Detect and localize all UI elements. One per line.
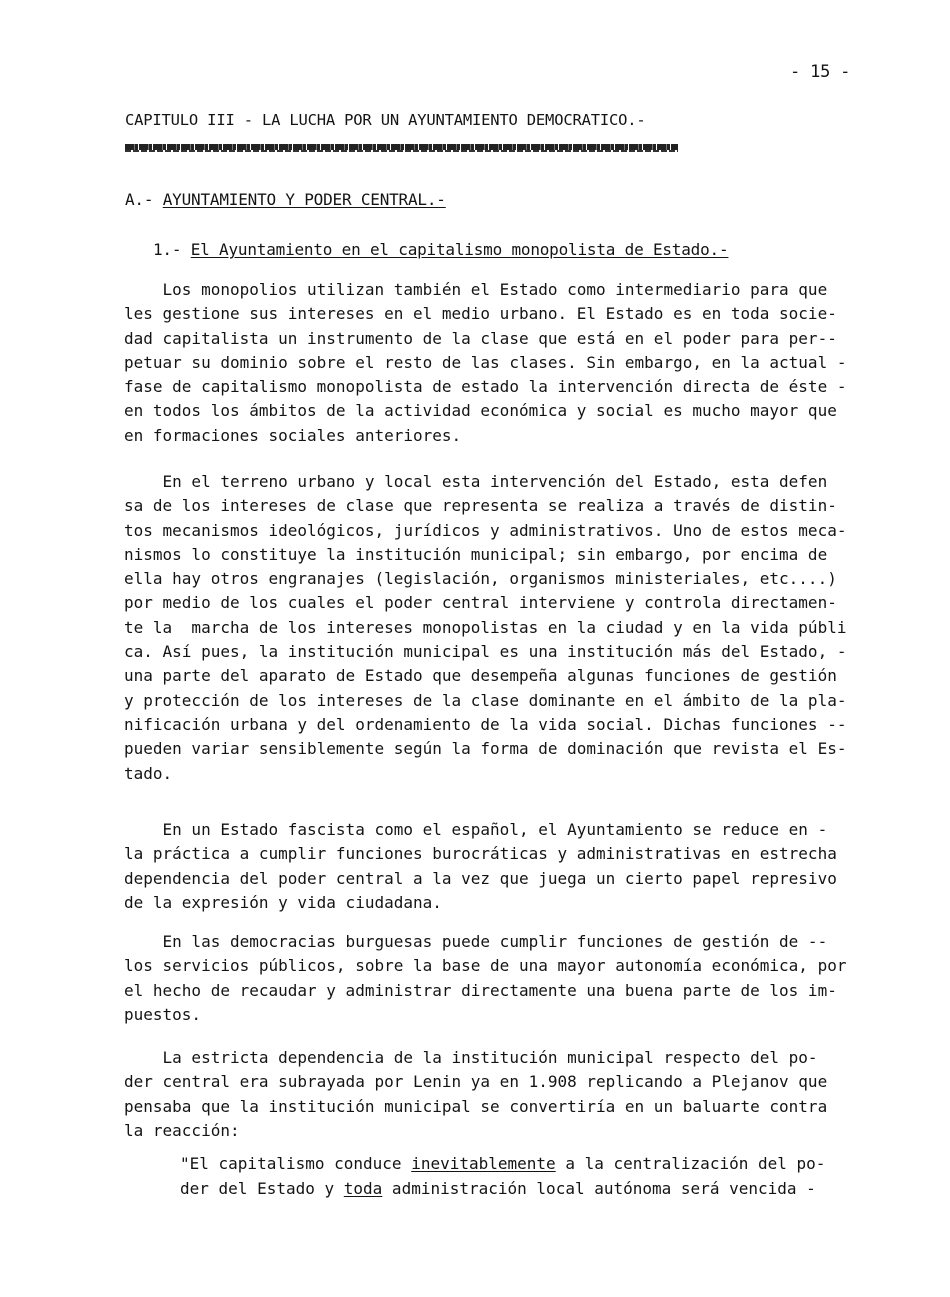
quote-text: administración local autónoma será vencida -: [382, 1179, 816, 1198]
paragraph-line: nificación urbana y del ordenamiento de la vida social. Dichas funciones --: [124, 714, 847, 734]
subsection-1-title: El Ayuntamiento en el capitalismo monopolista de Estado.-: [190, 240, 729, 259]
paragraph-line: fase de capitalismo monopolista de estado la intervención directa de éste -: [124, 377, 847, 397]
quote-emphasis: inevitablemente: [411, 1154, 556, 1173]
paragraph-line: Los monopolios utilizan también el Estado como intermediario para que: [124, 280, 828, 299]
paragraph-line: el hecho de recaudar y administrar directamente una buena parte de los im-: [124, 980, 837, 1000]
quote-emphasis: toda: [343, 1179, 383, 1198]
section-a-title: AYUNTAMIENTO Y PODER CENTRAL.-: [162, 190, 446, 209]
paragraph-line: dad capitalista un instrumento de la clase que está en el poder para per--: [124, 328, 837, 348]
quote-text: a la centralización del po-: [555, 1154, 826, 1173]
paragraph-line: tado.: [124, 763, 173, 783]
section-heading-a: [125, 190, 446, 210]
paragraph-line: petuar su dominio sobre el resto de las clases. Sin embargo, en la actual -: [124, 352, 847, 372]
paragraph-line: ca. Así pues, la institución municipal es una institución más del Estado, -: [124, 642, 847, 662]
paragraph-line: ella hay otros engranajes (legislación, organismos ministeriales, etc....): [124, 569, 837, 589]
paragraph-line: la reacción:: [124, 1120, 240, 1140]
subsection-heading-1: [153, 240, 728, 260]
paragraph-line: los servicios públicos, sobre la base de una mayor autonomía económica, por: [124, 956, 847, 976]
paragraph-line: sa de los intereses de clase que representa se realiza a través de distin-: [124, 496, 837, 516]
quote-line: [180, 1151, 825, 1176]
paragraph-line: les gestione sus intereses en el medio urbano. El Estado es en toda socie-: [124, 304, 837, 324]
paragraph-2: [124, 470, 864, 786]
title-rule-shadow: [125, 150, 678, 152]
chapter-title: CAPITULO III - LA LUCHA POR UN AYUNTAMIENTO DEMOCRATICO.-: [125, 111, 646, 129]
paragraph-line: pensaba que la institución municipal se convertiría en un baluarte contra: [124, 1096, 828, 1116]
paragraph-line: La estricta dependencia de la institución municipal respecto del po-: [124, 1048, 818, 1067]
paragraph-line: y protección de los intereses de la clase dominante en el ámbito de la pla-: [124, 690, 847, 710]
paragraph-line: nismos lo constituye la institución municipal; sin embargo, por encima de: [124, 544, 828, 564]
paragraph-line: pueden variar sensiblemente según la forma de dominación que revista el Es-: [124, 739, 847, 759]
paragraph-line: dependencia del poder central a la vez que juega un cierto papel represivo: [124, 868, 837, 888]
section-a-prefix: A.-: [125, 190, 163, 209]
paragraph-4: [124, 930, 864, 1027]
paragraph-line: der central era subrayada por Lenin ya en 1.908 replicando a Plejanov que: [124, 1072, 828, 1092]
paragraph-3: [124, 818, 864, 915]
paragraph-line: En las democracias burguesas puede cumplir funciones de gestión de --: [124, 932, 828, 951]
paragraph-line: una parte del aparato de Estado que desempeña algunas funciones de gestión: [124, 666, 837, 686]
paragraph-line: te la marcha de los intereses monopolistas en la ciudad y en la vida públi: [124, 617, 847, 637]
page-number: - 15 -: [790, 62, 851, 82]
quote-text: "El capitalismo conduce: [180, 1154, 412, 1173]
paragraph-line: por medio de los cuales el poder central interviene y controla directamen-: [124, 593, 837, 613]
paragraph-line: la práctica a cumplir funciones burocráticas y administrativas en estrecha: [124, 844, 837, 864]
paragraph-line: de la expresión y vida ciudadana.: [124, 892, 442, 912]
paragraph-5: [124, 1046, 864, 1143]
paragraph-1: [124, 278, 864, 448]
paragraph-line: En un Estado fascista como el español, el Ayuntamiento se reduce en -: [124, 820, 828, 839]
quote-line: [180, 1176, 825, 1201]
paragraph-line: tos mecanismos ideológicos, jurídicos y administrativos. Uno de estos meca-: [124, 520, 847, 540]
paragraph-line: en todos los ámbitos de la actividad económica y social es mucho mayor que: [124, 401, 837, 421]
subsection-1-prefix: 1.-: [153, 240, 191, 259]
quote-text: der del Estado y: [180, 1179, 344, 1198]
lenin-quote: [180, 1151, 825, 1201]
paragraph-line: En el terreno urbano y local esta intervención del Estado, esta defen: [124, 472, 828, 491]
paragraph-line: en formaciones sociales anteriores.: [124, 425, 462, 445]
paragraph-line: puestos.: [124, 1004, 202, 1024]
